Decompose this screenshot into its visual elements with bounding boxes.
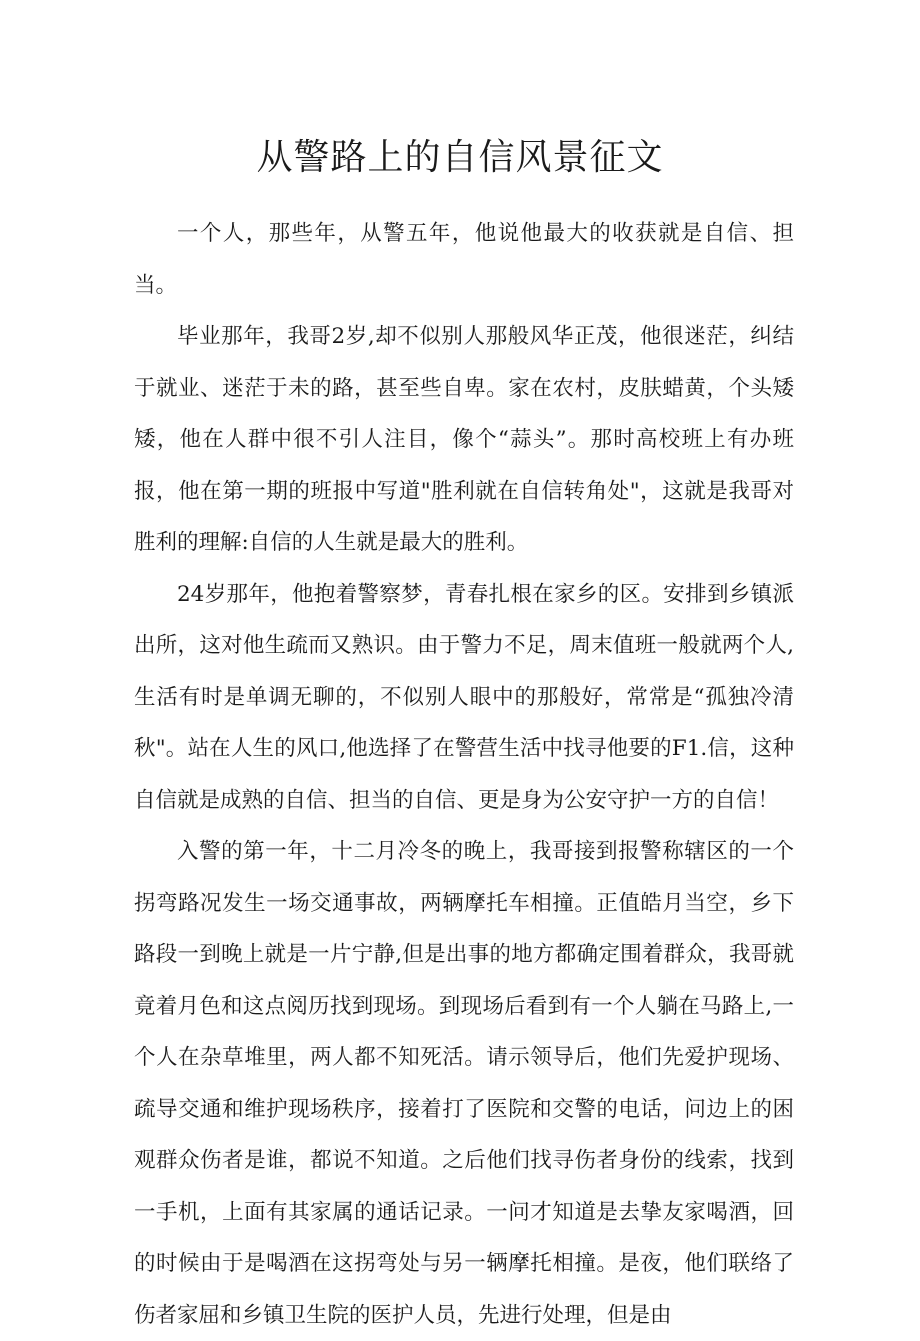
paragraph-2: 毕业那年，我哥2岁,却不似别人那般风华正茂，他很迷茫，纠结于就业、迷茫于未的路，甚至些自卑。家在农村，皮肤蜡黄，个头矮矮，他在人群中很不引人注目，像个“蒜头”。那时高校班上有办班报，他在第一期的班报中写道"胜利就在自信转角处"，这就是我哥对胜利的理解:自信的人生就是最大的胜利。 bbox=[134, 324, 794, 555]
paragraph-1: 一个人，那些年，从警五年，他说他最大的收获就是自信、担当。 bbox=[134, 221, 794, 298]
document-title: 从警路上的自信风景征文 bbox=[256, 137, 664, 178]
document-body bbox=[134, 208, 794, 1341]
paragraph-4: 入警的第一年，十二月冷冬的晚上，我哥接到报警称辖区的一个拐弯路况发生一场交通事故，两辆摩托车相撞。正值皓月当空，乡下路段一到晚上就是一片宁静,但是出事的地方都确定围着群众，我哥就竟着月色和这点阅历找到现场。到现场后看到有一个人躺在马路上,一个人在杂草堆里，两人都不知死活。请示领导后，他们先爱护现场、疏导交通和维护现场秩序，接着打了医院和交警的电话，问边上的困观群众伤者是谁，都说不知道。之后他们找寻伤者身份的线索，找到一手机，上面有其家属的通话记录。一问才知道是去挚友家喝酒，回的时候由于是喝酒在这拐弯处与另一辆摩托相撞。是夜，他们联络了伤者家屈和乡镇卫生院的医护人员，先进行处理，但是由 bbox=[134, 839, 794, 1328]
paragraph-3: 24岁那年，他抱着警察梦，青春扎根在家乡的区。安排到乡镇派出所，这对他生疏而又熟识。由于警力不足，周末值班一般就两个人,生活有时是单调无聊的，不似别人眼中的那般好，常常是“孤独冷清秋"。站在人生的风口,他选择了在警营生活中找寻他要的F1.信，这种自信就是成熟的自信、担当的自信、更是身为公安守护一方的自信！ bbox=[134, 581, 794, 813]
